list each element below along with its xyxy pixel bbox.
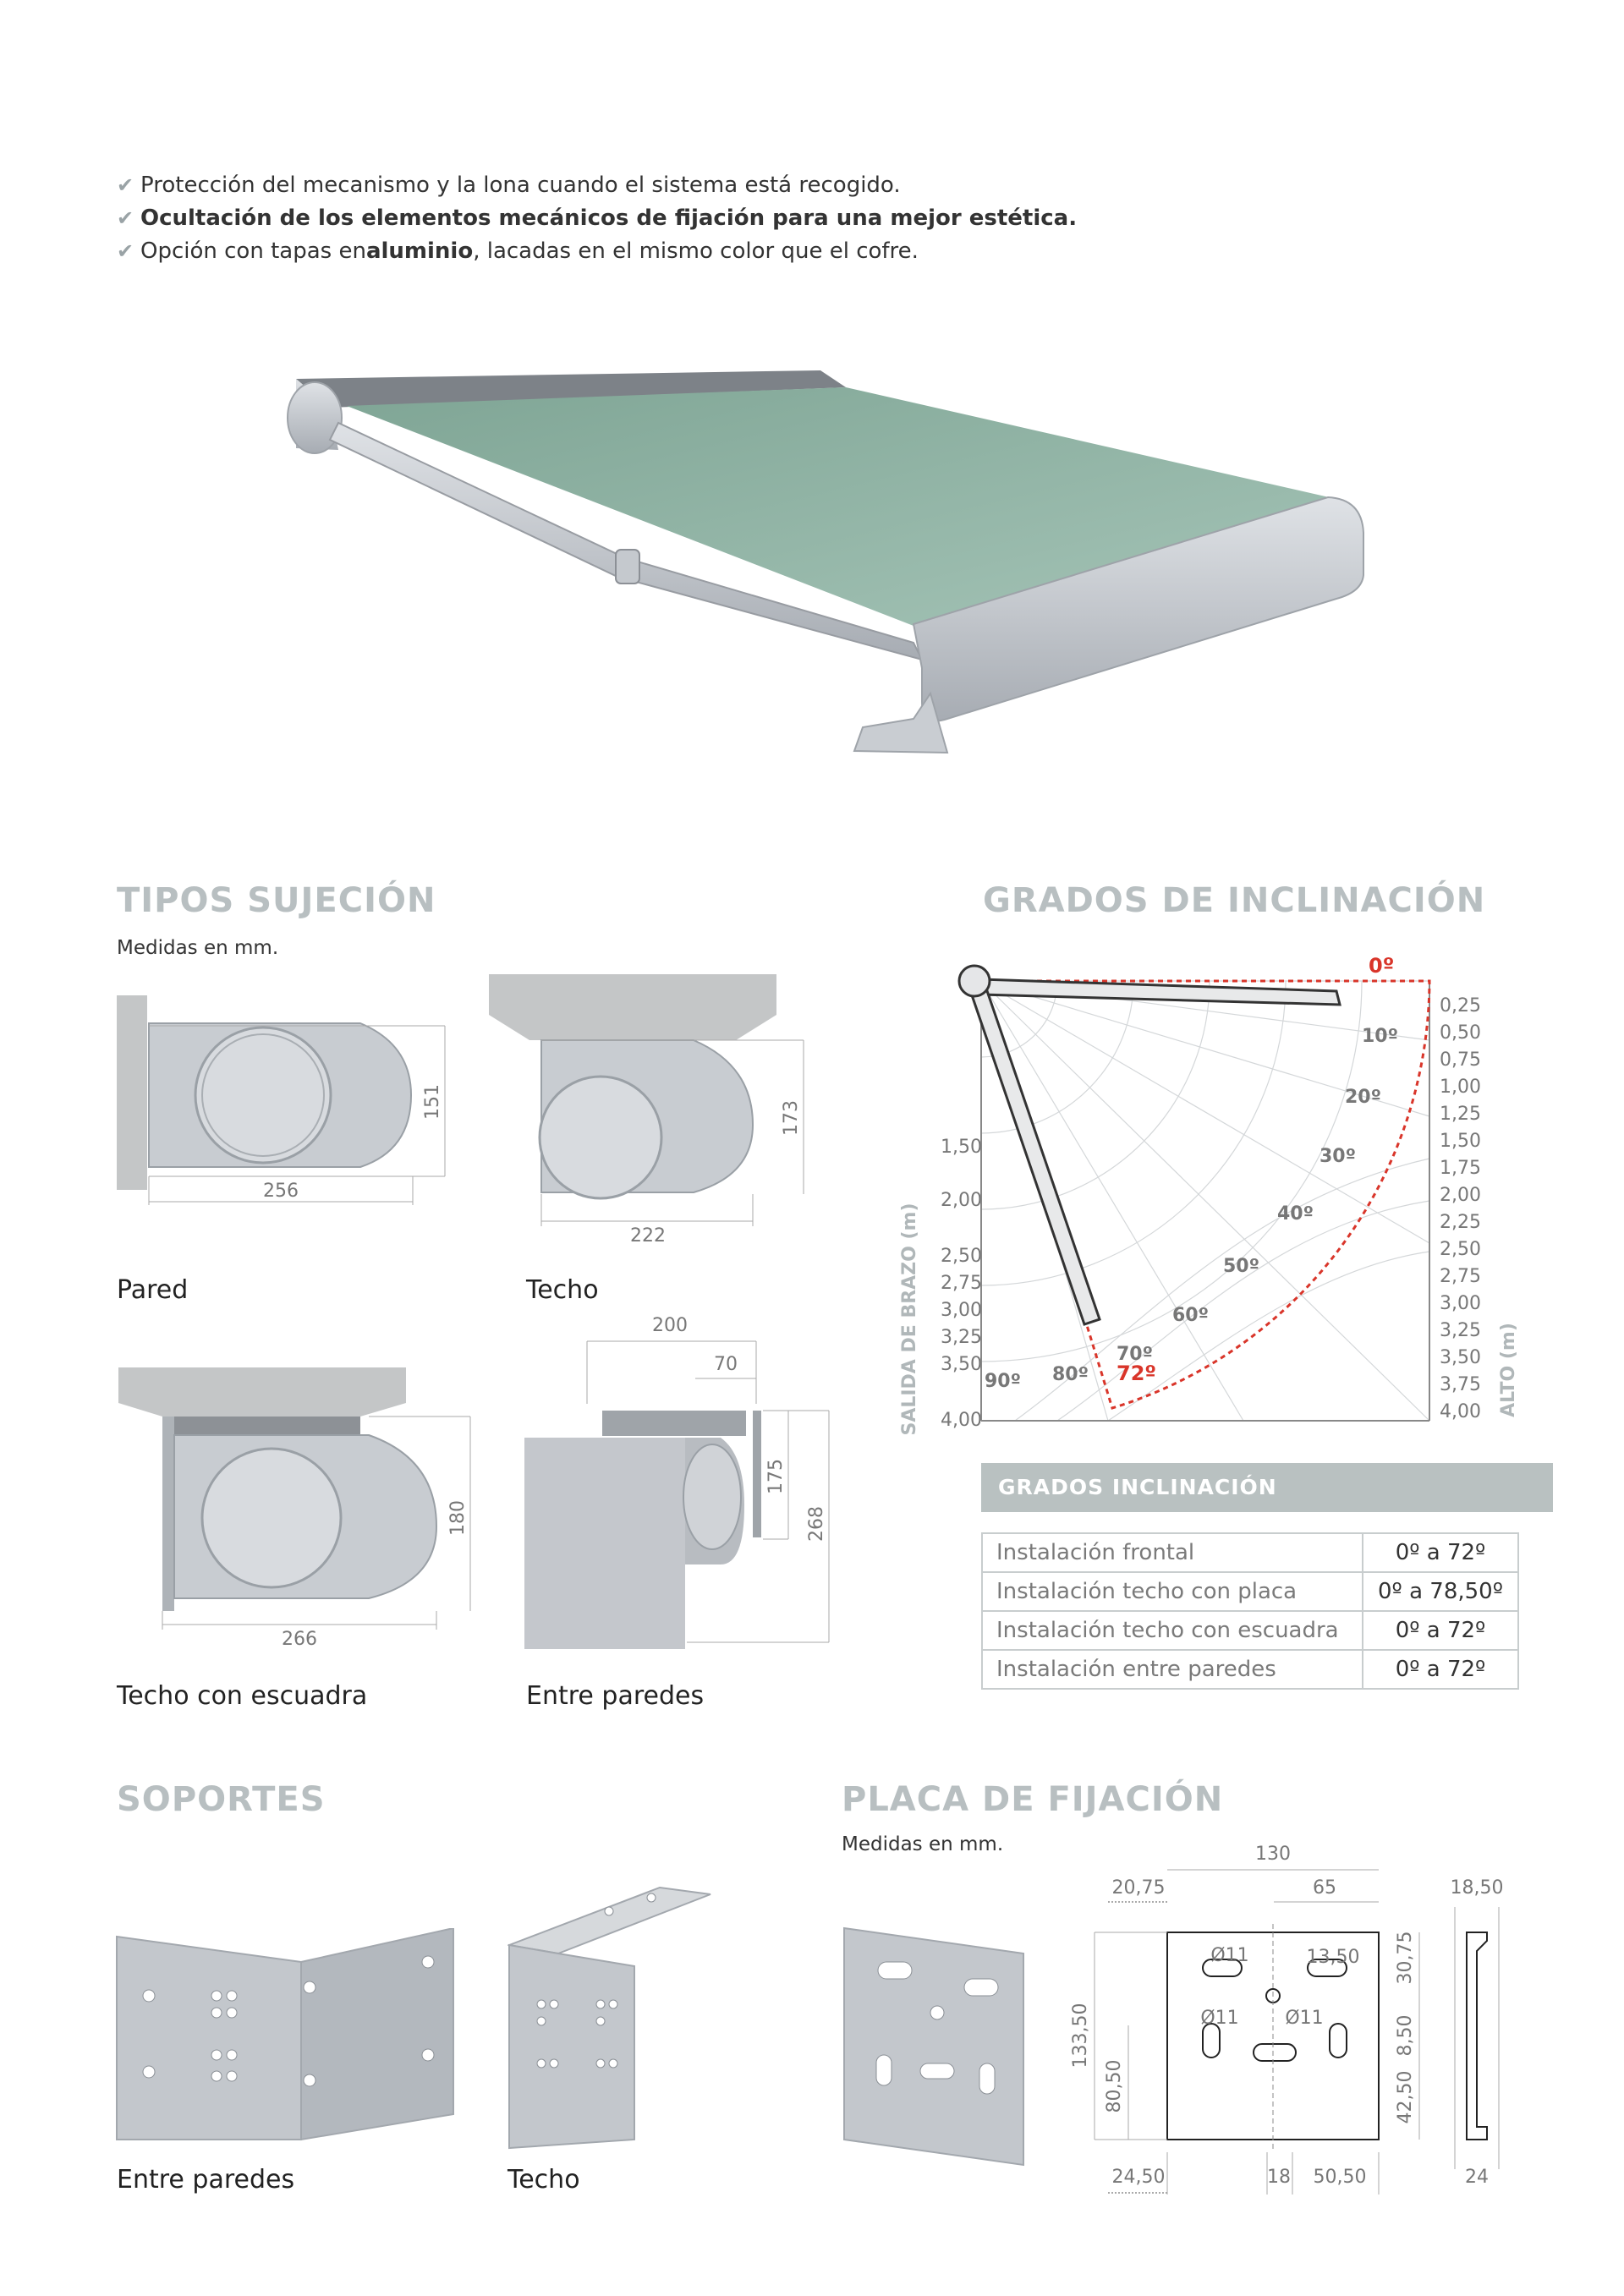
placa-title: PLACA DE FIJACIÓN — [842, 1780, 1224, 1819]
pared-width: 256 — [263, 1181, 299, 1202]
right-tick: 0,50 — [1440, 1022, 1481, 1044]
dim-phi11-b: Ø11 — [1200, 2008, 1239, 2029]
right-tick: 2,00 — [1440, 1185, 1481, 1206]
left-tick: 2,50 — [941, 1246, 982, 1267]
angle-zero: 0º — [1369, 954, 1395, 978]
feature-text-bold: aluminio — [365, 238, 474, 264]
right-tick: 0,75 — [1440, 1049, 1481, 1071]
table-row — [982, 1611, 1518, 1650]
angle-label: 40º — [1277, 1203, 1314, 1225]
feature-text: , lacadas en el mismo color que el cofre. — [473, 238, 919, 264]
feature-list — [117, 169, 1077, 268]
dim-2450: 24,50 — [1111, 2167, 1166, 2188]
tipos-subtitle: Medidas en mm. — [117, 937, 279, 959]
soportes-title: SOPORTES — [117, 1780, 326, 1819]
entre-width-2: 70 — [714, 1354, 738, 1375]
entre-drawing — [518, 1311, 839, 1649]
escuadra-height: 180 — [447, 1500, 469, 1536]
right-tick: 0,25 — [1440, 995, 1481, 1016]
row-name: Instalación entre paredes — [982, 1650, 1363, 1689]
pared-drawing — [115, 994, 470, 1226]
right-tick: 3,50 — [1440, 1347, 1481, 1368]
dim-1350: 13,50 — [1306, 1947, 1360, 1968]
right-tick: 1,50 — [1440, 1131, 1481, 1152]
left-axis-ticks — [941, 1137, 982, 1431]
table-row — [982, 1650, 1518, 1689]
grados-title: GRADOS DE INCLINACIÓN — [983, 881, 1486, 920]
row-name: Instalación techo con escuadra — [982, 1611, 1363, 1650]
dim-18: 18 — [1267, 2167, 1291, 2188]
left-tick: 2,75 — [941, 1273, 982, 1294]
left-tick: 2,00 — [941, 1190, 982, 1211]
left-tick: 4,00 — [941, 1410, 982, 1431]
angle-label: 50º — [1223, 1256, 1260, 1277]
soporte-techo-drawing — [508, 1886, 727, 2156]
table-row — [982, 1572, 1518, 1611]
angle-label: 60º — [1172, 1305, 1210, 1326]
feature-item — [117, 235, 1077, 268]
entre-height-2: 268 — [806, 1506, 827, 1542]
right-tick: 2,25 — [1440, 1212, 1481, 1233]
angle-label: 80º — [1052, 1364, 1089, 1385]
pared-label: Pared — [117, 1275, 189, 1305]
escuadra-drawing — [115, 1366, 487, 1658]
row-name: Instalación frontal — [982, 1533, 1363, 1572]
placa-subtitle: Medidas en mm. — [842, 1833, 1004, 1855]
dim-8050: 80,50 — [1104, 2059, 1125, 2113]
feature-text-bold: Ocultación de los elementos mecánicos de fijación para una mejor estética. — [140, 205, 1078, 231]
soporte-entre-label: Entre paredes — [117, 2165, 295, 2195]
feature-item — [117, 169, 1077, 202]
right-axis-label: ALTO (m) — [1498, 1323, 1519, 1417]
dim-13350: 133,50 — [1070, 2003, 1091, 2069]
dim-1850: 18,50 — [1450, 1877, 1504, 1899]
angle-label: 20º — [1345, 1087, 1382, 1108]
row-value: 0º a 72º — [1363, 1611, 1518, 1650]
dim-24: 24 — [1465, 2167, 1489, 2188]
right-tick: 2,75 — [1440, 1266, 1481, 1287]
angle-label: 10º — [1362, 1026, 1399, 1047]
angle-label: 70º — [1116, 1344, 1154, 1365]
row-value: 0º a 78,50º — [1363, 1572, 1518, 1611]
left-tick: 1,50 — [941, 1137, 982, 1158]
awning-illustration — [271, 355, 1370, 761]
entre-height: 175 — [765, 1459, 787, 1494]
dim-4250: 42,50 — [1395, 2070, 1416, 2124]
left-tick: 3,25 — [941, 1327, 982, 1348]
right-tick: 2,50 — [1440, 1239, 1481, 1260]
dim-2075: 20,75 — [1111, 1877, 1166, 1899]
row-value: 0º a 72º — [1363, 1533, 1518, 1572]
dim-5050: 50,50 — [1313, 2167, 1367, 2188]
entre-width: 200 — [652, 1315, 688, 1336]
placa-3d-drawing — [837, 1911, 1040, 2173]
right-axis-ticks — [1440, 995, 1481, 1422]
angle-label: 30º — [1320, 1146, 1357, 1167]
angle-max: 72º — [1116, 1362, 1156, 1385]
row-value: 0º a 72º — [1363, 1650, 1518, 1689]
table-row — [982, 1533, 1518, 1572]
techo-width: 222 — [630, 1225, 666, 1243]
angle-label: 90º — [985, 1371, 1022, 1392]
feature-text: Protección del mecanismo y la lona cuando el sistema está recogido. — [140, 173, 901, 198]
left-axis-label: SALIDA DE BRAZO (m) — [899, 1203, 920, 1436]
feature-item — [117, 202, 1077, 235]
feature-text: Opción con tapas en — [140, 238, 366, 264]
dim-130: 130 — [1255, 1844, 1291, 1865]
dim-phi11-c: Ø11 — [1285, 2008, 1324, 2029]
left-tick: 3,50 — [941, 1354, 982, 1375]
techo-drawing — [482, 973, 820, 1243]
grados-table — [981, 1532, 1519, 1690]
row-name: Instalación techo con placa — [982, 1572, 1363, 1611]
soporte-techo-label: Techo — [508, 2165, 580, 2195]
dim-65: 65 — [1313, 1877, 1336, 1899]
techo-height: 173 — [781, 1100, 802, 1136]
check-icon: ✔ — [117, 206, 134, 230]
right-tick: 1,75 — [1440, 1158, 1481, 1179]
placa-technical-drawing — [1057, 1839, 1531, 2211]
check-icon: ✔ — [117, 239, 134, 263]
right-tick: 1,00 — [1440, 1077, 1481, 1098]
right-tick: 3,00 — [1440, 1293, 1481, 1314]
grados-table-title: GRADOS INCLINACIÓN — [981, 1463, 1553, 1512]
escuadra-width: 266 — [282, 1629, 317, 1650]
right-tick: 4,00 — [1440, 1401, 1481, 1422]
entre-label: Entre paredes — [526, 1681, 705, 1711]
pared-height: 151 — [422, 1084, 443, 1120]
tipos-title: TIPOS SUJECIÓN — [117, 881, 436, 920]
soporte-entre-drawing — [115, 1928, 470, 2148]
inclination-diagram — [888, 947, 1531, 1438]
right-tick: 3,25 — [1440, 1320, 1481, 1341]
escuadra-label: Techo con escuadra — [117, 1681, 368, 1711]
right-tick: 1,25 — [1440, 1104, 1481, 1125]
techo-label: Techo — [526, 1275, 599, 1305]
check-icon: ✔ — [117, 173, 134, 197]
dim-phi11: Ø11 — [1210, 1945, 1249, 1966]
right-tick: 3,75 — [1440, 1374, 1481, 1395]
dim-850: 8,50 — [1395, 2014, 1416, 2057]
dim-3075: 30,75 — [1395, 1931, 1416, 1985]
left-tick: 3,00 — [941, 1300, 982, 1321]
